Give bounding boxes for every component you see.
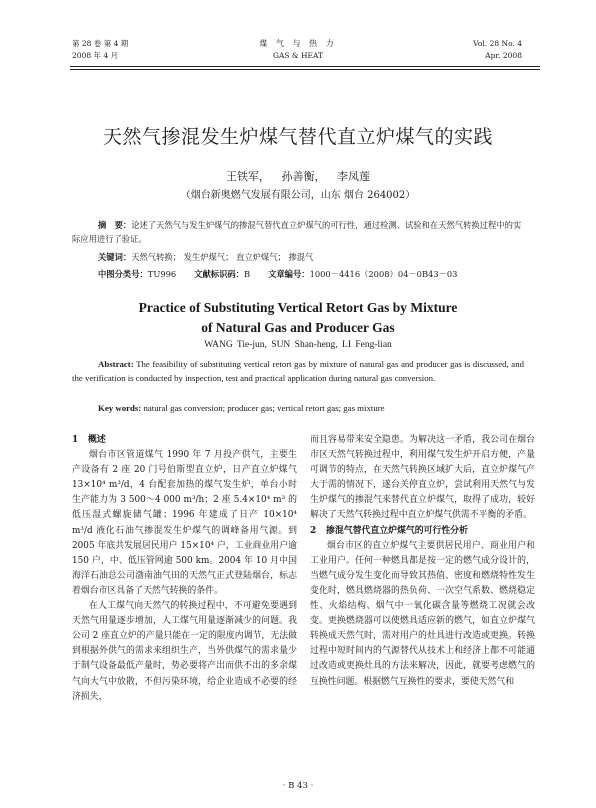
abstract-zh-text: 论述了天然气与发生炉煤气的掺混气替代直立炉煤气的可行性，通过检测、试验和在天然气转换过程中的实际应用进行了验证。 [72, 220, 522, 244]
volume-issue: 第 28 卷 第 4 期 [72, 39, 129, 48]
keywords-zh-text: 天然气转换； 发生炉煤气； 直立炉煤气； 掺混气 [131, 252, 314, 262]
keywords-en [98, 403, 385, 413]
paper-title-en-line1: Practice of Substituting Vertical Retort Gas by Mixture [138, 300, 458, 315]
authors-zh: 王铁军， 孙善衡， 李凤莲 [226, 170, 370, 183]
article-no-label: 文章编号： [268, 269, 310, 279]
volume-issue-en: Vol. 28 No. 4 [473, 39, 522, 48]
paper-title-en [0, 298, 596, 338]
paper-title-en-line2: of Natural Gas and Producer Gas [201, 320, 395, 335]
doc-code-value: B [243, 269, 251, 279]
paragraph: 而且容易带来安全隐患。为解决这一矛盾，我公司在烟台市区天然气转换过程中，利用煤气发生炉开启方便，产量可调节的特点，在天然气转换区域扩大后，直立炉煤气产大于需的情况下，遂台关停直立炉，尝试利用天然气与发生炉煤气的掺混气来替代直立炉煤气，取得了成功，较好解决了天然气转换过程中直立炉煤气供需不平衡的矛盾。 [310, 435, 535, 521]
keywords-zh [98, 251, 313, 263]
article-no-value: 1000－4416（2008）04－0B43－03 [309, 269, 458, 279]
page-number: · B 43 · [282, 781, 314, 791]
issue-date: 2008 年 4 月 [72, 51, 119, 60]
journal-name-zh: 煤 气 与 热 力 [259, 39, 337, 48]
paragraph: 烟台市区的直立炉煤气主要供居民用户、商业用户和工业用户。任何一种燃具都是按一定的燃气成分设计的，当燃气成分发生变化而导致其热值、密度和燃烧特性发生变化时，燃具燃烧器的热负荷、一次空气系数、燃烧稳定性、火焰结构、烟气中一氧化碳含量等燃烧工况就会改变。更换燃烧器可以使燃具适应新的燃气，如直立炉煤气转换成天然气时，需对用户的灶具进行改造或更换。转换过程中短时间内的气源替代从技术上和经济上都不可能通过改造或更换灶具的方法来解决，因此，就要考虑燃气的互换性问题。根据燃气互换性的要求，要使天然气和 [310, 540, 535, 687]
body-column-right [310, 433, 535, 690]
affiliation-zh: （烟台新奥燃气发展有限公司，山东 烟台 264002） [180, 190, 416, 201]
keywords-zh-label: 关键词： [98, 252, 132, 262]
journal-name-en: GAS & HEAT [272, 51, 323, 60]
section-1-heading [72, 433, 297, 448]
doc-code-label: 文献标识码： [194, 269, 244, 279]
journal-volume-en [473, 38, 522, 62]
issue-date-en: Apr. 2008 [485, 51, 522, 60]
authors-en: WANG Tie-jun, SUN Shan-heng, LI Feng-lian [204, 340, 392, 350]
header-rule-top [70, 66, 540, 67]
header-rule-bottom [70, 69, 540, 70]
paper-title-zh: 天然气掺混发生炉煤气替代直立炉煤气的实践 [102, 126, 493, 148]
clc-label: 中图分类号： [98, 269, 148, 279]
abstract-zh [72, 218, 524, 246]
paragraph: 在人工煤气向天然气的转换过程中，不可避免要遇到天然气用量逐步增加，人工煤气用量逐渐减少的问题。我公司 2 座直立炉的产量只能在一定的限度内调节，无法做到根据外供气的需求来组织生产，当外供煤气的需求量少于制气设备最低产量时，势必要将产出而供不出的多余煤气向大气中放散，不但污染环境，给企业造成不必要的经济损失， [72, 601, 297, 702]
classification-line [98, 268, 457, 280]
paragraph: 烟台市区管道煤气 1990 年 7 月投产供气，主要生产设备有 2 座 20 门号伯斯型直立炉，日产直立炉煤气 13×10⁴ m³/d，4 台配套加热的煤气发生炉，单台小时生产能力为 3 500～4 000 m³/h；2 座 5.4×10⁴ m³ 的低压湿式螺旋储气罐；1996 年建成了日产 10×10⁴ m³/d 液化石油气掺混发生炉煤气的调峰备用气源。到 2005 年底共发展居民用户 15×10⁴ 户，工业商业用户逾 150 户，中、低压管网逾 500 km。2004 年 10 月中国海洋石油总公司渤南油气田的天然气正式登陆烟台，标志着烟台市区具备了天然气转换的条件。 [72, 450, 297, 596]
abstract-en-label: Abstract: [98, 359, 134, 369]
body-column-left [72, 433, 297, 705]
keywords-en-label: Key words: [98, 403, 142, 413]
section-2-heading [310, 524, 535, 539]
section-1-number: 1 [72, 435, 79, 445]
section-1-title: 概述 [88, 435, 106, 445]
abstract-en [72, 358, 524, 385]
keywords-en-text: natural gas conversion; producer gas; vertical retort gas; gas mixture [141, 403, 385, 413]
abstract-en-text: The feasibility of substituting vertical retort gas by mixture of natural gas and producer gas is discussed, and the verification is conducted by inspection, test and practical application during natural gas conversion. [72, 359, 524, 383]
clc-value: TU996 [147, 269, 177, 279]
section-2-number: 2 [310, 525, 317, 536]
section-2-title: 掺混气替代直立炉煤气的可行性分析 [326, 525, 468, 536]
abstract-zh-label: 摘 要： [98, 220, 132, 230]
